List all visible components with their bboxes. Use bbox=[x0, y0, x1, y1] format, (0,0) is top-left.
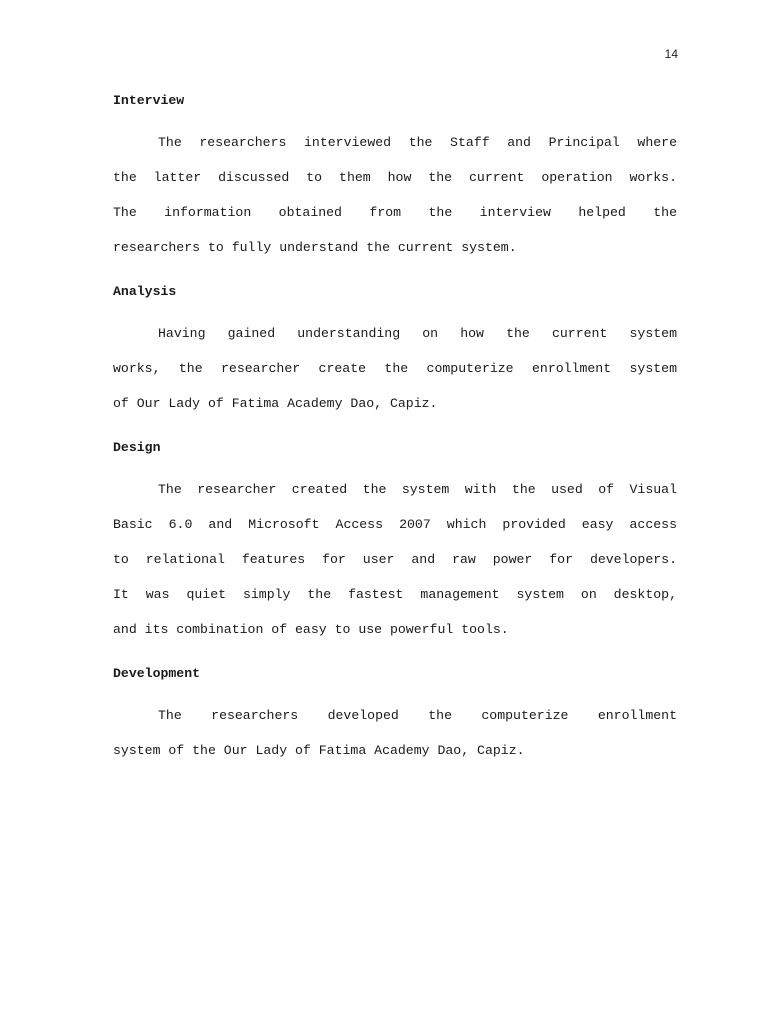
section-heading: Design bbox=[113, 440, 161, 455]
section-paragraph bbox=[113, 698, 677, 768]
paragraph-line: Basic 6.0 and Microsoft Access 2007 which provided easy access bbox=[113, 517, 677, 532]
paragraph-line: researchers to fully understand the current system. bbox=[113, 240, 517, 255]
section-paragraph bbox=[113, 472, 677, 647]
page-body bbox=[113, 92, 677, 786]
paragraph-line: the latter discussed to them how the current operation works. bbox=[113, 170, 677, 185]
section-heading: Analysis bbox=[113, 284, 177, 299]
section-heading: Interview bbox=[113, 93, 185, 108]
section-paragraph bbox=[113, 125, 677, 265]
paragraph-line: The information obtained from the interview helped the bbox=[113, 205, 677, 220]
paragraph-line: Having gained understanding on how the current system bbox=[158, 326, 677, 341]
paragraph-line: and its combination of easy to use powerful tools. bbox=[113, 622, 509, 637]
paragraph-line: works, the researcher create the computerize enrollment system bbox=[113, 361, 677, 376]
paragraph-line: It was quiet simply the fastest management system on desktop, bbox=[113, 587, 677, 602]
section-paragraph bbox=[113, 316, 677, 421]
section-development bbox=[113, 665, 677, 768]
paragraph-line: to relational features for user and raw power for developers. bbox=[113, 552, 677, 567]
paragraph-line: The researcher created the system with the used of Visual bbox=[158, 482, 677, 497]
paragraph-line: system of the Our Lady of Fatima Academy Dao, Capiz. bbox=[113, 743, 525, 758]
paragraph-line: The researchers interviewed the Staff and Principal where bbox=[158, 135, 677, 150]
section-design bbox=[113, 439, 677, 647]
paragraph-line: of Our Lady of Fatima Academy Dao, Capiz. bbox=[113, 396, 438, 411]
section-heading: Development bbox=[113, 666, 201, 681]
page-number: 14 bbox=[664, 47, 678, 61]
paragraph-line: The researchers developed the computerize enrollment bbox=[158, 708, 677, 723]
section-interview bbox=[113, 92, 677, 265]
section-analysis bbox=[113, 283, 677, 421]
